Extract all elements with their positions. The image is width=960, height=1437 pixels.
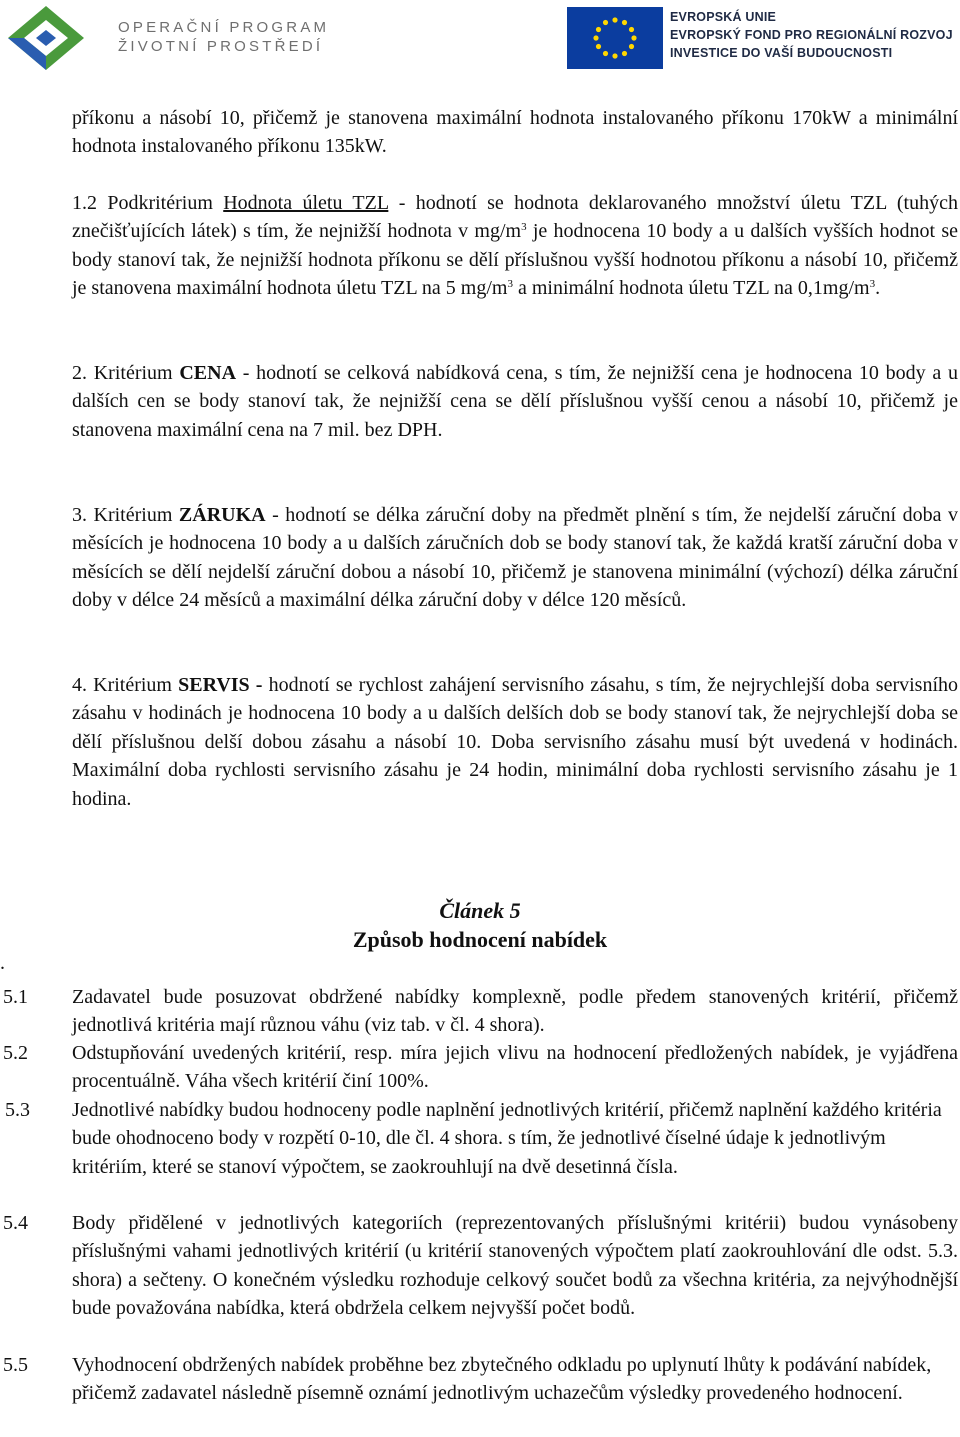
subcriterion-title: Hodnota úletu TZL	[223, 192, 389, 214]
eu-line-1: EVROPSKÁ UNIE	[670, 10, 777, 24]
eu-line-3: INVESTICE DO VAŠÍ BUDOUCNOSTI	[670, 46, 893, 60]
list-item: Vyhodnocení obdržených nabídek proběhne bez zbytečného odkladu po uplynutí lhůty k podávání nabídek, přičemž zadavatel následně písemně oznámí jednotlivým uchazečům výsledky provedeného hodnocení.	[72, 1354, 932, 1405]
item-number: 5.3	[5, 1099, 30, 1121]
criterion-name: ZÁRUKA	[178, 504, 266, 526]
superscript: 3	[521, 221, 527, 234]
paragraph-criterion-servis	[72, 671, 958, 813]
item-number: 5.2	[3, 1042, 28, 1064]
list-item: Odstupňování uvedených kritérií, resp. míra jejich vlivu na hodnocení předložených nabídek, je vyjádřena procentuálně. Váha všech kritérií činí 100%.	[72, 1042, 958, 1093]
program-name	[118, 18, 329, 56]
article-title: Článek 5	[439, 898, 521, 923]
program-line-1: OPERAČNÍ PROGRAM	[118, 19, 330, 36]
text-run: a minimální hodnota úletu TZL na 0,1mg/m	[512, 277, 870, 300]
text-run: 1.2 Podkritérium	[72, 192, 224, 214]
list-item: Zadavatel bude posuzovat obdržené nabídky komplexně, podle předem stanovených kritérií, přičemž jednotlivá kritéria mají různou váhu (viz tab. v čl. 4 shora).	[72, 986, 958, 1037]
operacni-program-logo-icon	[6, 4, 86, 72]
item-number: 5.4	[3, 1212, 28, 1234]
text-run: .	[875, 277, 881, 300]
item-number: 5.5	[3, 1354, 28, 1376]
eu-text	[670, 8, 953, 62]
paragraph-prikon-continuation: příkonu a násobí 10, přičemž je stanovena maximální hodnota instalovaného příkonu 170kW a minimální hodnota instalovaného příkonu 135kW.	[72, 107, 958, 158]
item-number: 5.1	[3, 986, 28, 1008]
superscript: 3	[869, 278, 876, 291]
paragraph-criterion-zaruka	[72, 501, 958, 615]
list-item: Jednotlivé nabídky budou hodnoceny podle naplnění jednotlivých kritérií, přičemž naplnění každého kritéria bude ohodnoceno body v rozpětí 0-10, dle čl. 4 shora. s tím, že jednotlivé číselné údaje k jednotlivým kritériím, které se stanoví výpočtem, se zaokrouhlují na dvě desetinná čísla.	[72, 1099, 942, 1178]
text-run: 4. Kritérium	[72, 674, 179, 696]
text-run: hodnotí se rychlost zahájení servisního zásahu, s tím, že nejrychlejší doba servisního zásahu v hodinách je hodnocena 10 body a u dalších delších dob se body stanoví tak, že nejrychlejší doba se dělí příslušnou delší dobou zásahu a násobí 10. Doba servisního zásahu musí být uvedená v hodinách. Maximální doba rychlosti servisního zásahu je 24 hodin, minimální doba rychlosti servisního zásahu je 1 hodina.	[72, 674, 959, 810]
list-item: Body přidělené v jednotlivých kategoriích (reprezentovaných příslušnými kritérii) budou vynásobeny příslušnými vahami jednotlivých kritérií (u kritérií stanovených výpočtem platí zaokrouhlování dle odst. 5.3. shora) a sečteny. O konečném výsledku rozhoduje celkový součet bodů za všechna kritéria, za nejvýhodnější bude považována nabídka, která obdržela celkem nejvyšší počet bodů.	[72, 1212, 958, 1320]
text-run: 3. Kritérium	[72, 504, 179, 526]
text-run: 2. Kritérium	[72, 362, 180, 384]
article-subtitle: Způsob hodnocení nabídek	[352, 927, 608, 952]
criterion-name: SERVIS -	[178, 674, 263, 696]
stray-dot: .	[0, 952, 5, 974]
text-run: - hodnotí se hodnota deklarovaného množství úletu TZL (tuhých znečišťujících látek) s tím, že nejnižší hodnota v mg/m	[72, 192, 958, 243]
eu-flag-icon	[567, 7, 663, 69]
text-run: - hodnotí se celková nabídková cena, s tím, že nejnižší cena je hodnocena 10 body a u dalších cen se body stanoví tak, že nejnižší cena se dělí příslušnou vyšší cenou a násobí 10, přičemž je stanovena maximální cena na 7 mil. bez DPH.	[72, 362, 958, 441]
document-header	[0, 0, 960, 80]
text-run: je hodnocena 10 body a u dalších vyšších hodnot se body stanoví tak, že nejnižší hodnota příkonu se dělí příslušnou vyšší hodnotou příkonu a násobí 10, přičemž je stanovena maximální hodnota úletu TZL na 5 mg/m	[72, 220, 958, 300]
paragraph-criterion-cena	[72, 359, 958, 444]
text-run: - hodnotí se délka záruční doby na předmět plnění s tím, že nejdelší záruční doba v měsících je hodnocena 10 body a u dalších záručních dob se body stanoví tak, že každá kratší záruční doba v měsících se dělí nejdelší záruční dobou a násobí 10, přičemž je stanovena minimální (výchozí) délka záruční doby v délce 24 měsíců a maximální délka záruční doby v délce 120 měsíců.	[72, 504, 958, 612]
paragraph-subcriterion-1-2	[72, 189, 958, 303]
superscript: 3	[507, 278, 513, 291]
criterion-name: CENA	[179, 362, 237, 384]
eu-line-2: EVROPSKÝ FOND PRO REGIONÁLNÍ ROZVOJ	[670, 28, 953, 42]
program-line-2: ŽIVOTNÍ PROSTŘEDÍ	[118, 38, 324, 55]
